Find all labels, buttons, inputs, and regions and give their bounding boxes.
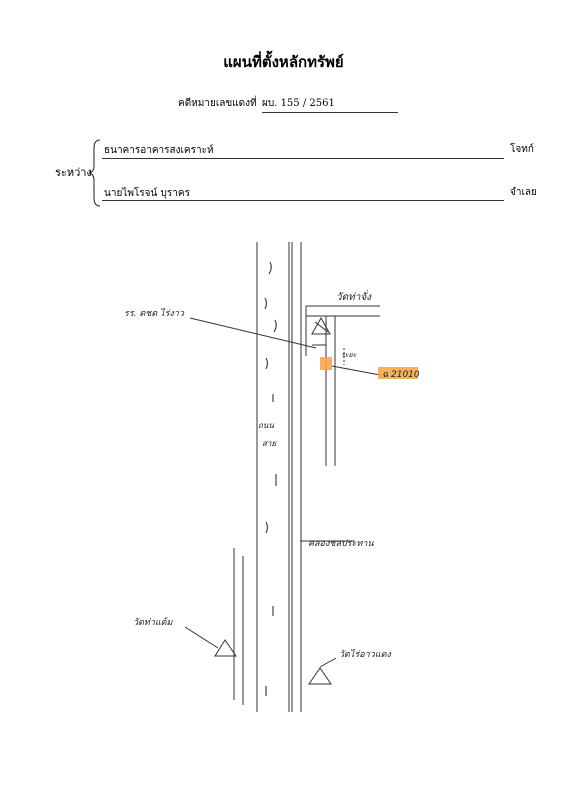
temple-west-icon (215, 640, 236, 656)
property-highlight (320, 357, 332, 370)
temple-south-icon (309, 668, 331, 684)
plot-leader-line (332, 366, 380, 375)
defendant-role: จำเลย (510, 187, 537, 198)
distance-label: ระยะ (341, 351, 357, 359)
plaintiff-role: โจทก์ (510, 144, 534, 155)
temple-south-label: วัดไร่อาวแดง (339, 650, 391, 660)
road-hatch-marks (265, 262, 276, 696)
property-label: ฉ 21010 (382, 370, 420, 380)
page-title: แผนที่ตั้งหลักทรัพย์ (223, 53, 344, 71)
school-label: รร. ตชด ไร่งาว (124, 309, 184, 319)
case-number-label: คดีหมายเลขแดงที่ (178, 98, 257, 109)
school-leader-line (190, 318, 316, 348)
case-number-value: ผบ. 155 / 2561 (262, 96, 398, 113)
between-label: ระหว่าง (55, 166, 92, 179)
plaintiff-name: ธนาคารอาคารสงเคราะห์ (104, 145, 214, 156)
temple-north-label: วัดท่าจั่ง (336, 292, 372, 303)
temple-south-leader-line (320, 658, 336, 667)
canal-label: คลองชลประทาน (308, 539, 374, 549)
road-name-label: สาย (262, 439, 277, 448)
road-label: ถนน (258, 421, 274, 430)
temple-west-label: วัดท่าแต้ม (133, 618, 173, 628)
defendant-name: นายไพโรจน์ บุราคร (104, 188, 190, 199)
temple-west-leader-line (185, 627, 218, 648)
